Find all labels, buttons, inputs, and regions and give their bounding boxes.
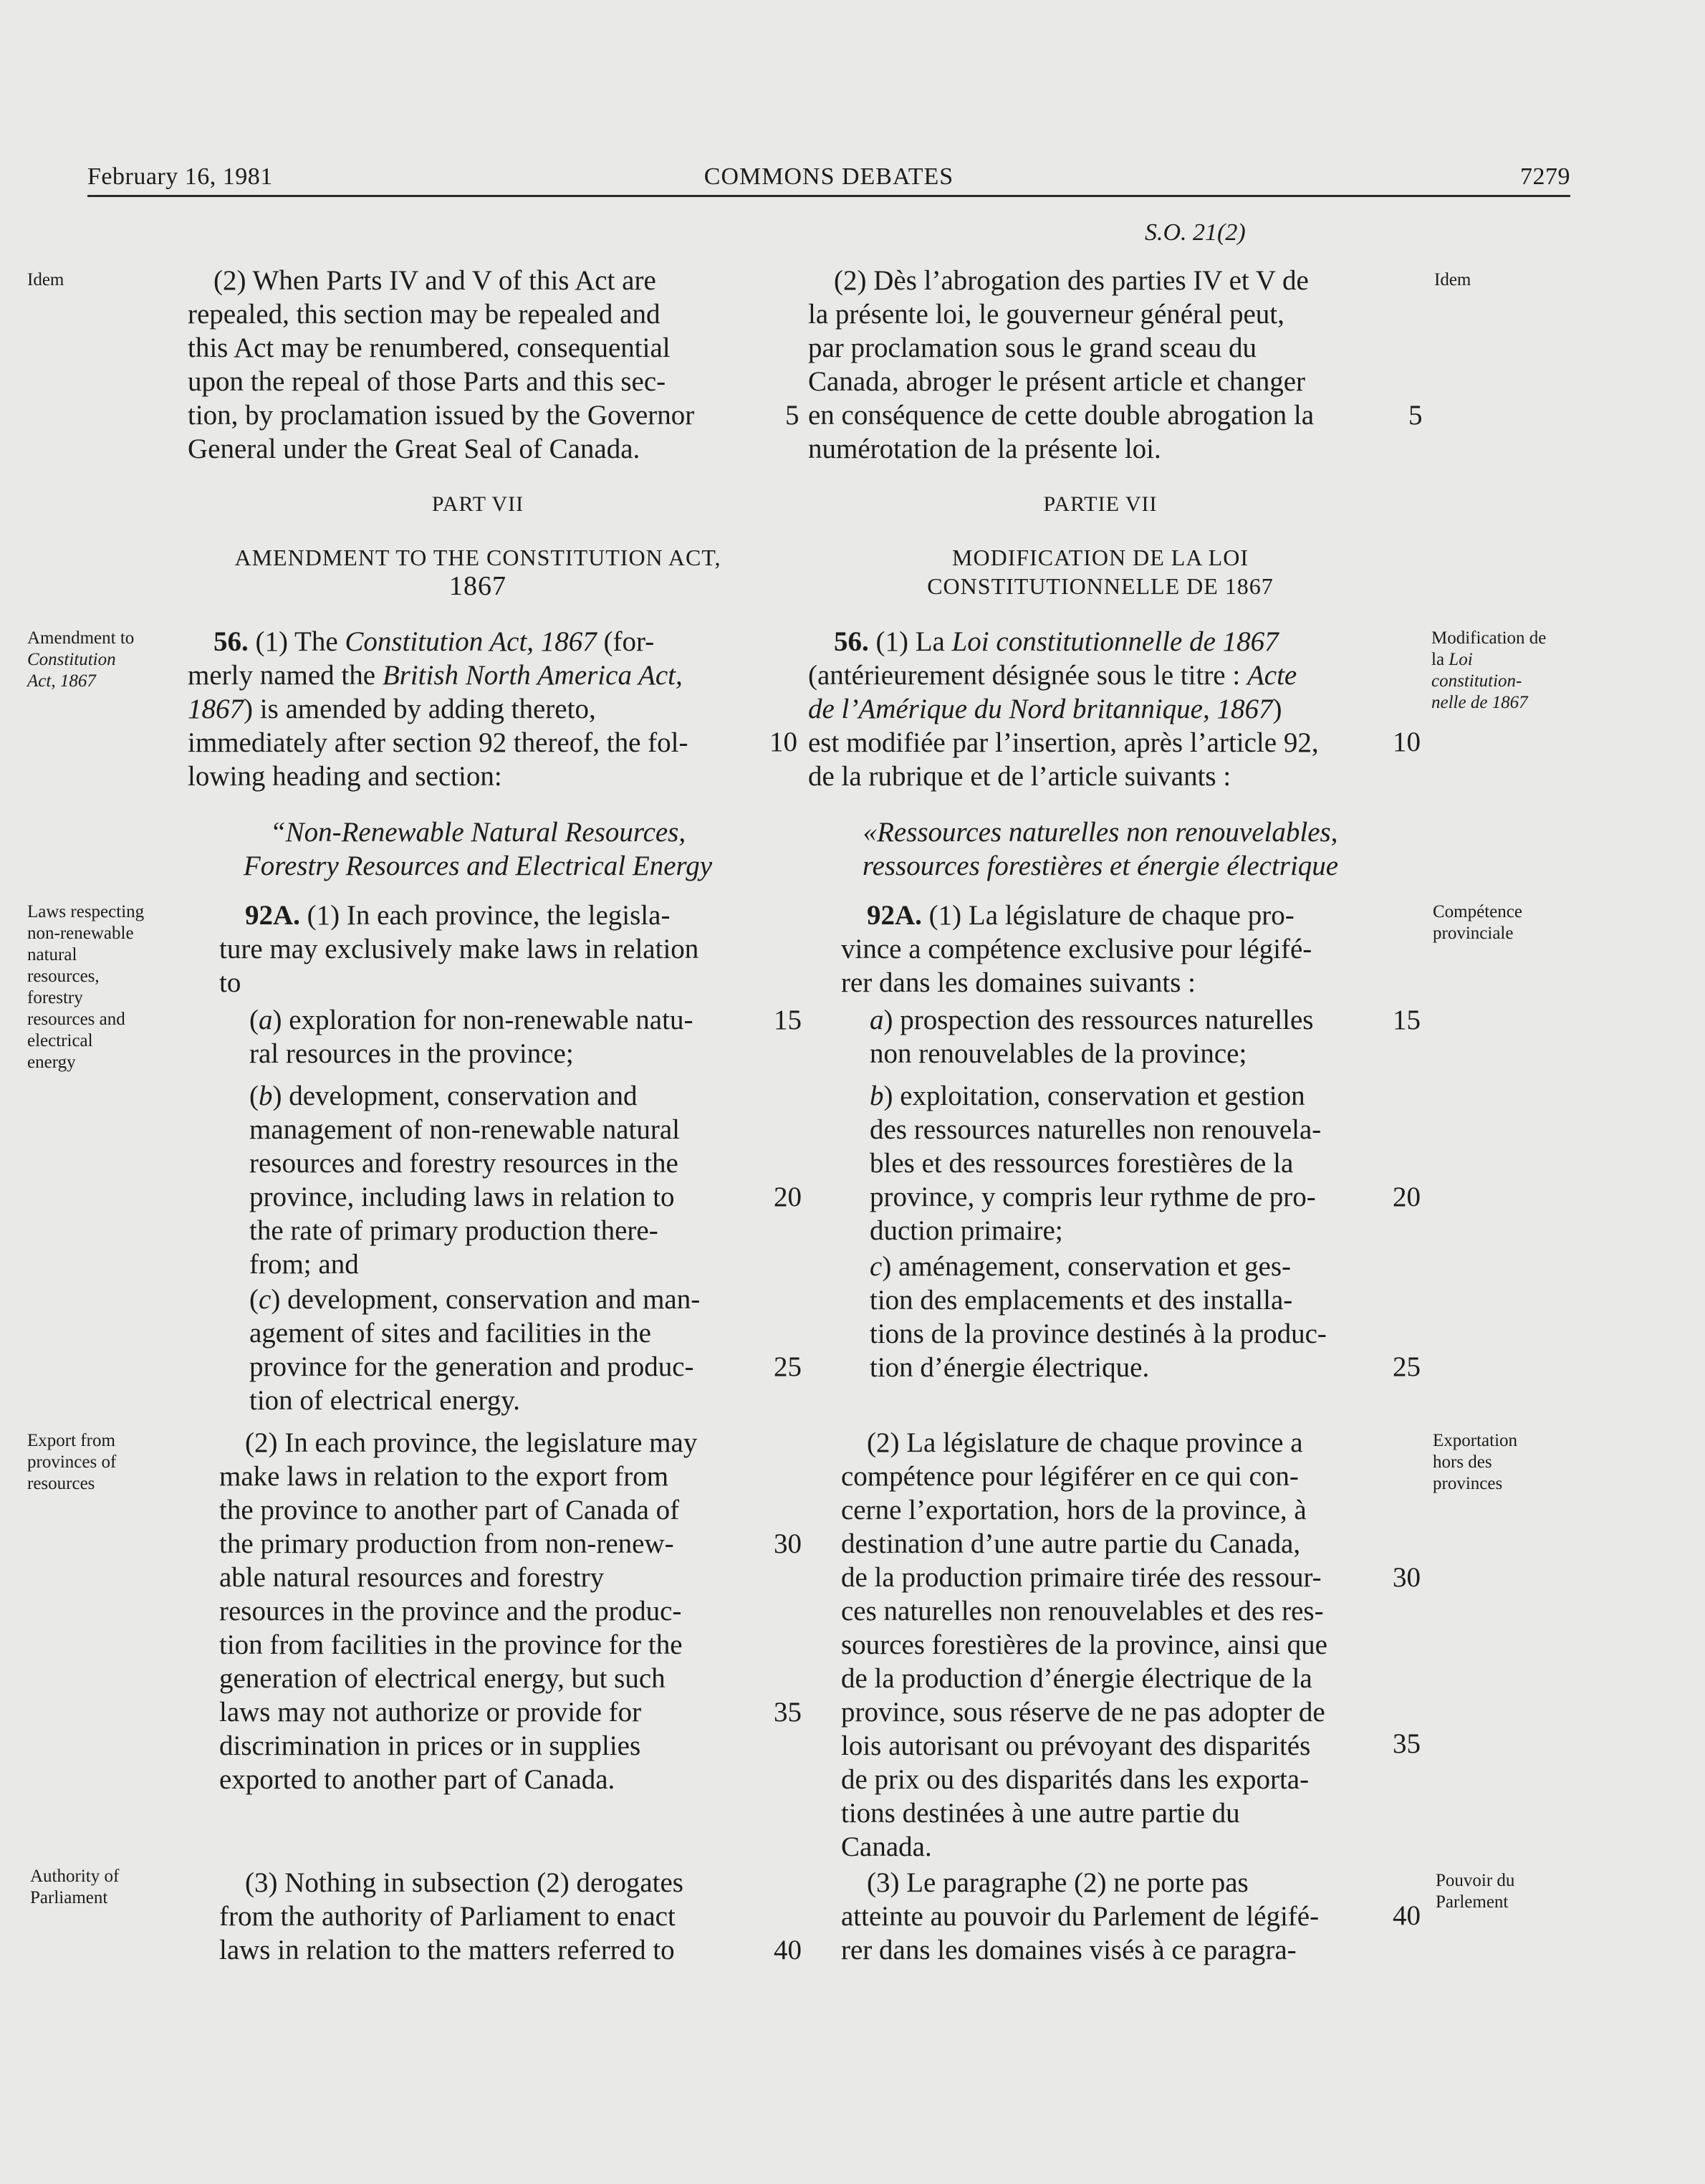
line-number-40-fr: 40 — [1393, 1900, 1421, 1931]
fr-section-92a: 92A. (1) La législature de chaque pro- vince a compétence exclusive pour légifé- rer dans les domaines suivants : — [841, 900, 1312, 998]
en-item-c: (c) development, conservation and man- agement of sites and facilities in the province for the generation and produc- tion of electrical energy. — [249, 1284, 701, 1416]
line-number-30-en: 30 — [774, 1528, 802, 1559]
en-item-a: (a) exploration for non-renewable natu- ral resources in the province; — [249, 1005, 693, 1069]
fr-paragraph-idem: (2) Dès l’abrogation des parties IV et V de la présente loi, le gouverneur général peut, par proclamation sous le grand sceau du Canada, abroger le présent article et changer en conséquence de cette double abrogation la numérotation de la présente loi. — [808, 265, 1315, 464]
en-authority-paragraph: (3) Nothing in subsection (2) derogates from the authority of Parliament to enact laws in relation to the matters referred to — [219, 1867, 683, 1965]
line-number-15-fr: 15 — [1393, 1005, 1421, 1035]
fr-part-label: PARTIE VII — [1043, 492, 1158, 516]
fr-item-b: b) exploitation, conservation et gestion des ressources naturelles non renouvela- bles et des ressources forestières de la province, y compris leur rythme de pro- duction primaire; — [870, 1081, 1322, 1246]
header-rule — [87, 195, 1570, 197]
line-number-5-fr: 5 — [1408, 400, 1423, 431]
page-number: 7279 — [1520, 163, 1570, 190]
en-section-92a: 92A. (1) In each province, the legisla- ture may exclusively make laws in relation to — [219, 900, 699, 998]
line-number-10-en: 10 — [769, 727, 797, 757]
line-number-40-en: 40 — [774, 1935, 802, 1965]
en-section-56: 56. (1) The Constitution Act, 1867 (for- merly named the British North America Act, 1867) is amended by adding thereto, immediately after section 92 thereof, the fol- lowing heading and section: — [188, 626, 688, 792]
en-export-paragraph: (2) In each province, the legislature may make laws in relation to the export from the province to another part of Canada of the primary production from non-renew- able natural resources and forestry resources in the province and the produc- tion from facilities in the province for the generation of electrical energy, but such laws may not authorize or provide for discrimination in prices or in supplies exported to another part of Canada. — [219, 1427, 698, 1795]
line-number-30-fr: 30 — [1393, 1562, 1421, 1593]
fr-item-c: c) aménagement, conservation et ges- tion des emplacements et des installa- tions de la province destinés à la produc- tion d’énergie électrique. — [870, 1251, 1327, 1383]
fr-part-title: MODIFICATION DE LA LOI CONSTITUTIONNELLE DE 1867 — [927, 545, 1274, 599]
en-part-label: PART VII — [431, 492, 524, 516]
line-number-35-fr: 35 — [1393, 1728, 1421, 1759]
fr-item-a: a) prospection des ressources naturelles non renouvelables de la province; — [870, 1005, 1314, 1069]
margin-note-export-fr: Exportation hors des provinces — [1433, 1431, 1518, 1493]
fr-authority-paragraph: (3) Le paragraphe (2) ne porte pas atteinte au pouvoir du Parlement de légifé- rer dans les domaines visés à ce paragra- — [841, 1867, 1320, 1965]
page-header — [87, 159, 1570, 195]
standing-order-note: S.O. 21(2) — [1145, 219, 1246, 246]
margin-note-amendment-fr: Modification de la Loi constitution- nelle de 1867 — [1431, 628, 1547, 712]
en-item-b: (b) development, conservation and management of non-renewable natural resources and forestry resources in the province, including laws in relation to the rate of primary production there- from; and — [249, 1081, 680, 1280]
header-date: February 16, 1981 — [87, 163, 273, 190]
line-number-25-fr: 25 — [1393, 1351, 1421, 1382]
line-number-20-fr: 20 — [1393, 1182, 1421, 1212]
en-new-heading: “Non-Renewable Natural Resources, Forestry Resources and Electrical Energy — [243, 817, 713, 881]
line-number-10-fr: 10 — [1393, 727, 1421, 757]
en-paragraph-idem: (2) When Parts IV and V of this Act are repealed, this section may be repealed and this Act may be renumbered, consequential upon the repeal of those Parts and this sec- tion, by proclamation issued by the Governor General under the Great Seal of Canada. — [188, 265, 695, 464]
line-number-35-en: 35 — [774, 1697, 802, 1728]
header-title: COMMONS DEBATES — [703, 163, 954, 190]
margin-note-export-en: Export from provinces of resources — [27, 1431, 117, 1493]
fr-new-heading: «Ressources naturelles non renouvelables, ressources forestières et énergie électrique — [862, 817, 1339, 881]
en-part-title: AMENDMENT TO THE CONSTITUTION ACT, 1867 — [234, 545, 721, 601]
line-number-15-en: 15 — [774, 1005, 802, 1035]
margin-note-amendment-en: Amendment to Constitution Act, 1867 — [27, 628, 135, 691]
line-number-20-en: 20 — [774, 1182, 802, 1212]
margin-note-idem-fr: Idem — [1434, 270, 1471, 289]
line-number-25-en: 25 — [774, 1351, 802, 1382]
margin-note-authority-fr: Pouvoir du Parlement — [1436, 1871, 1515, 1912]
margin-note-laws-fr: Compétence provinciale — [1433, 902, 1522, 943]
margin-note-authority-en: Authority of Parliament — [30, 1867, 120, 1907]
fr-section-56: 56. (1) La Loi constitutionnelle de 1867 (antérieurement désignée sous le titre : Acte de l’Amérique du Nord britannique, 1867) est modifiée par l’insertion, après l’article 92, de la rubrique et de l’article suivants : — [808, 626, 1319, 792]
fr-export-paragraph: (2) La législature de chaque province a compétence pour légiférer en ce qui con- cerne l’exportation, hors de la province, à destination d’une autre partie du Canada, de la production primaire tirée des ressour- ces naturelles non renouvelables et des res- sources forestières de la province, ainsi que de la production d’énergie électrique de la province, sous réserve de ne pas adopter de lois autorisant ou prévoyant des disparités de prix ou des disparités dans les exporta- tions destinées à une autre partie du Canada. — [841, 1427, 1327, 1862]
margin-note-laws-en: Laws respecting non-renewable natural resources, forestry resources and electrical energy — [27, 902, 145, 1072]
line-number-5-en: 5 — [785, 400, 799, 431]
margin-note-idem-en: Idem — [27, 270, 64, 289]
